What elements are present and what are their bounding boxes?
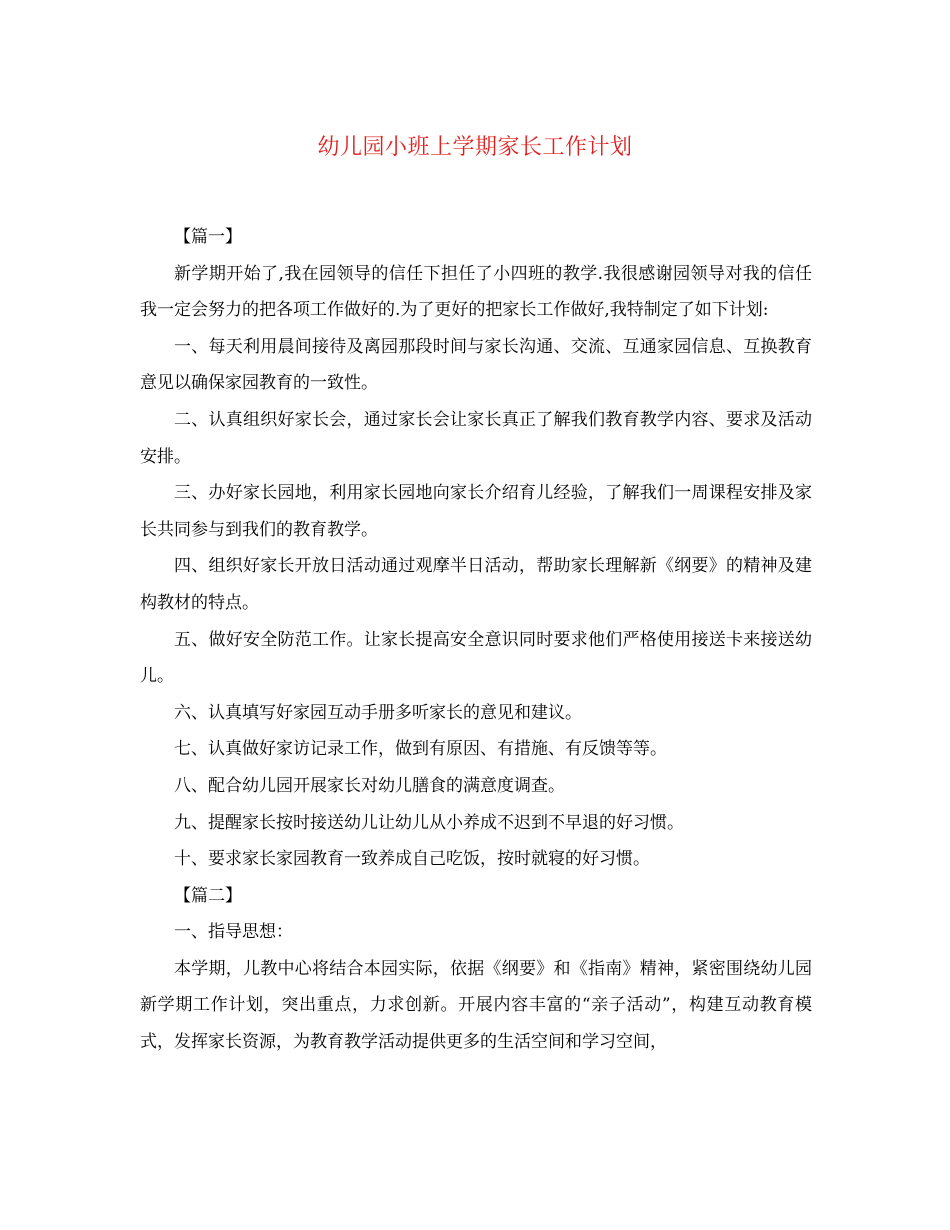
paragraph-item-7: 七、认真做好家访记录工作，做到有原因、有措施、有反馈等等。 <box>174 739 667 760</box>
section-heading-1: 【篇一】 <box>174 227 242 247</box>
paragraph-guiding-text: 本学期，儿教中心将结合本园实际，依据《纲要》和《指南》精神，紧密围绕幼儿园新学期工作计划，突出重点，力求创新。开展内容丰富的“亲子活动”，构建互动教育模式，发挥家长资源，为教育教学活动提供更多的生活空间和学习空间， <box>140 958 812 1053</box>
section-heading-2: 【篇二】 <box>174 885 242 906</box>
paragraph-guiding-heading: 一、指导思想： <box>174 922 293 943</box>
paragraph-item-1: 一、每天利用晨间接待及离园那段时间与家长沟通、交流、互通家园信息、互换教育意见以确保家园教育的一致性。 <box>140 336 812 394</box>
paragraph-item-4: 四、组织好家长开放日活动通过观摩半日活动，帮助家长理解新《纲要》的精神及建构教材的特点。 <box>140 556 812 613</box>
paragraph-item-2: 二、认真组织好家长会，通过家长会让家长真正了解我们教育教学内容、要求及活动安排。 <box>140 409 812 467</box>
paragraph-item-9: 九、提醒家长按时接送幼儿让幼儿从小养成不迟到不早退的好习惯。 <box>174 812 684 833</box>
paragraph-intro: 新学期开始了,我在园领导的信任下担任了小四班的教学.我很感谢园领导对我的信任我一定会努力的把各项工作做好的.为了更好的把家长工作做好,我特制定了如下计划: <box>140 263 812 321</box>
paragraph-item-10: 十、要求家长家园教育一致养成自己吃饭，按时就寝的好习惯。 <box>174 849 650 870</box>
paragraph-item-6: 六、认真填写好家园互动手册多听家长的意见和建议。 <box>174 702 582 723</box>
paragraph-item-5: 五、做好安全防范工作。让家长提高安全意识同时要求他们严格使用接送卡来接送幼儿。 <box>140 629 812 687</box>
document-title: 幼儿园小班上学期家长工作计划 <box>317 135 633 160</box>
paragraph-item-8: 八、配合幼儿园开展家长对幼儿膳食的满意度调查。 <box>174 775 565 796</box>
document-body <box>140 219 812 1061</box>
paragraph-item-3: 三、办好家长园地，利用家长园地向家长介绍育儿经验，了解我们一周课程安排及家长共同参与到我们的教育教学。 <box>140 483 812 540</box>
